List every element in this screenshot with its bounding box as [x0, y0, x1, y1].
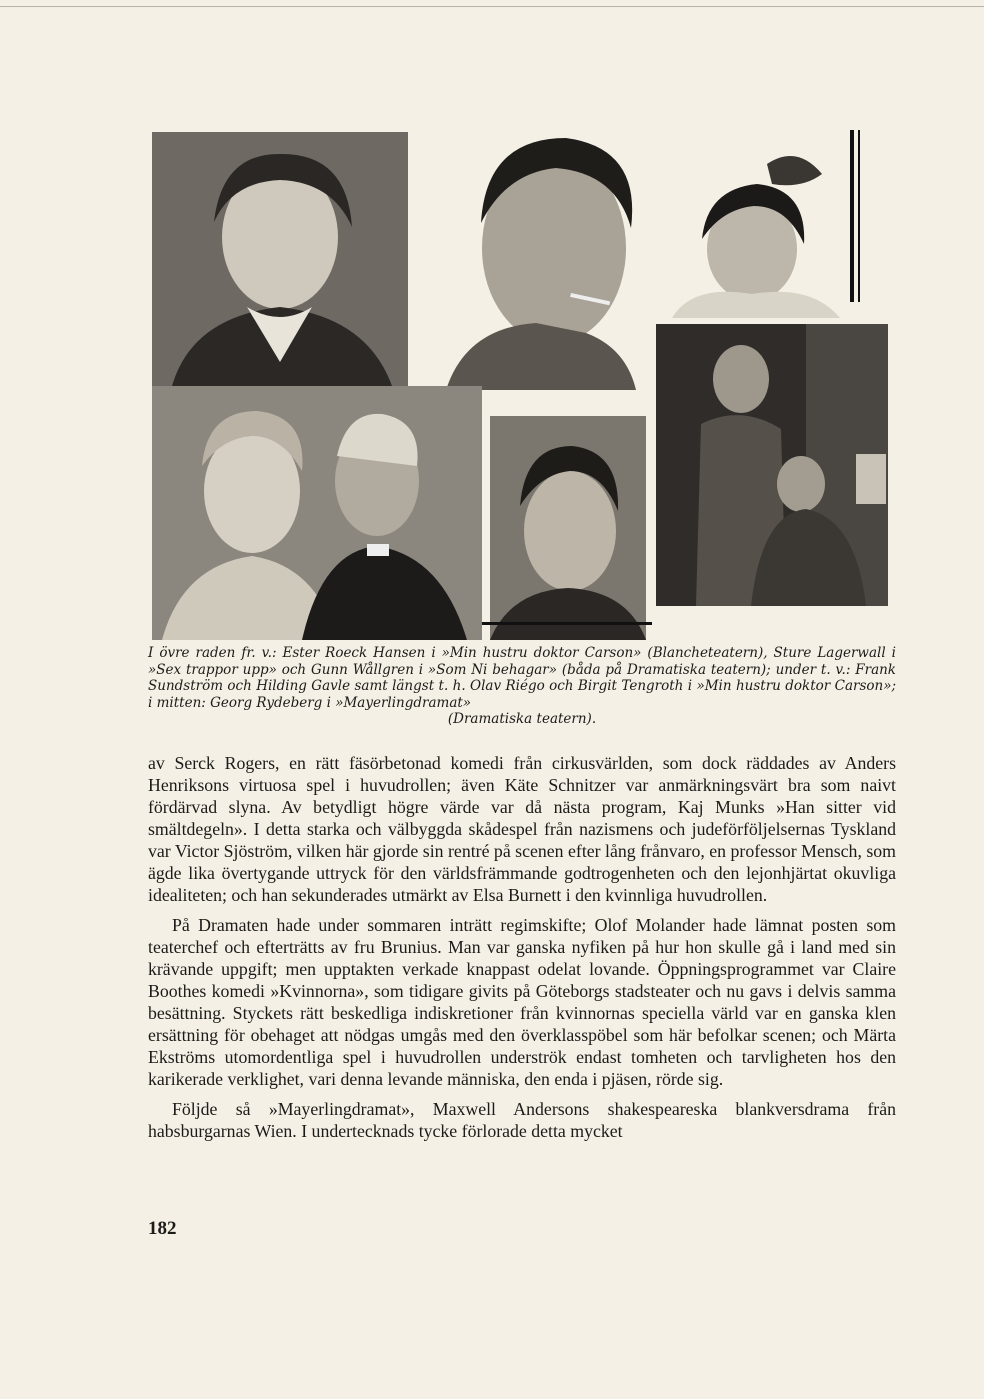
vertical-bar-thin [858, 130, 860, 302]
photo-georg-rydeberg [490, 416, 646, 640]
paragraph-1: av Serck Rogers, en rätt fäsörbetonad komedi från cirkusvärlden, som dock räddades av Anders Henriksons virtuosa spel i huvudrollen; även Käte Schnitzer var anmärkningsvärt bra som naivt fördärvad slyna. Av betydligt högre värde var då nästa program, Kaj Munks »Han sitter vid smältdegeln». I detta starka och välbyggda skådespel från nazismens och judeförföljelsernas Tyskland var Victor Sjöström, vilken här gjorde sin rentré på scenen efter lång frånvaro, en professor Mensch, som ägde lika övertygande uttryck för den världsfrämmande godtrogenheten och den lejonhjärtat okuvliga idealiteten; och han sekunderades utmärkt av Elsa Burnett i den kvinnliga huvudrollen. [148, 753, 896, 905]
photo-gunn-wallgren [672, 144, 840, 318]
caption-text: I övre raden fr. v.: Ester Roeck Hansen i »Min hustru doktor Carson» (Blancheteatern), Sture Lagerwall i »Sex trappor upp» och Gunn Wållgren i »Som Ni behagar» (båda på Dramatiska teatern); under t. v.: Frank Sundström och Hilding Gavle samt längst t. h. Olav Riégo och Birgit Tengroth i »Min hustru doktor Carson»; i mitten: Georg Rydeberg i »Mayerlingdramat» [148, 645, 896, 711]
photo-ester-roeck-hansen [152, 132, 408, 386]
photo-caption [148, 645, 896, 728]
top-edge-line [0, 6, 984, 7]
caption-last-line: (Dramatiska teatern). [447, 711, 597, 727]
photo-sundstrom-gavle [152, 386, 482, 640]
horizontal-rule [482, 622, 652, 625]
photo-riego-tengroth [656, 324, 888, 606]
paragraph-3: Följde så »Mayerlingdramat», Maxwell Andersons shakespeareska blankversdrama från habsburgarnas Wien. I undertecknads tycke förlorade detta mycket [148, 1099, 896, 1141]
article-body [148, 752, 896, 1142]
photo-sture-lagerwall [426, 128, 664, 390]
photo-collage [148, 128, 863, 640]
paragraph-2: På Dramaten hade under sommaren inträtt regimskifte; Olof Molander hade lämnat posten som teaterchef och efterträtts av fru Brunius. Man var ganska nyfiken på hur hon skulle gå i land med sin krävande uppgift; men upptakten verkade knappast odelat lovande. Öppningsprogrammet var Claire Boothes komedi »Kvinnorna», som tidigare givits på Göteborgs stadsteater och nu gavs i delvis samma besättning. Styckets rätt beskedliga indiskretioner från kvinnornas speciella värld var en ganska klen ersättning för obehaget att nödgas umgås med den överklasspöbel som här befolkar scenen; och Märta Ekströms utomordentliga spel i huvudrollen underströk endast tomheten och tarvligheten hos den karikerade verklighet, vari denna levande människa, den enda i pjäsen, rörde sig. [148, 915, 896, 1089]
page-number: 182 [148, 1218, 177, 1239]
vertical-bar [850, 130, 854, 302]
